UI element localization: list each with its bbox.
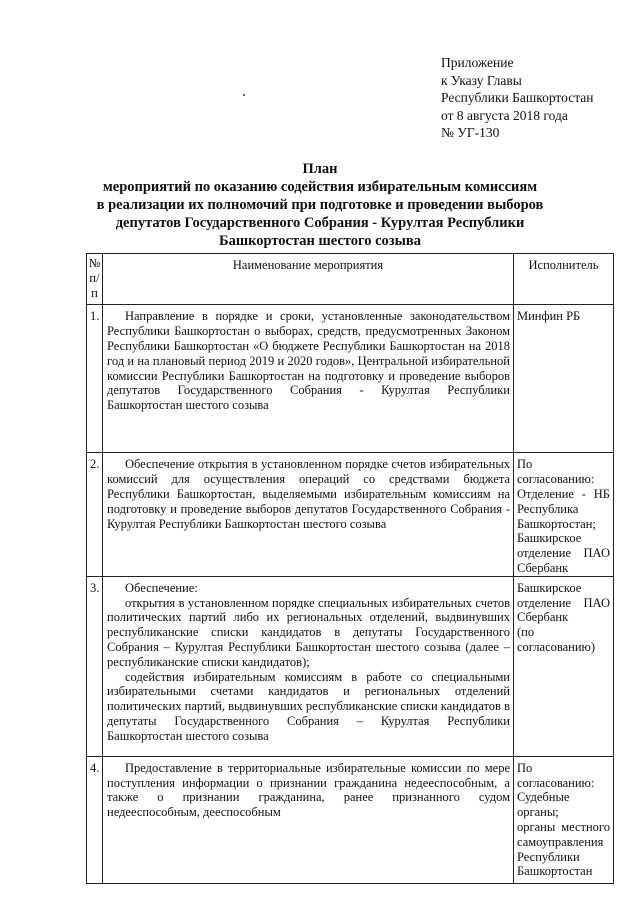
executor-line: самоуправления: [517, 834, 604, 849]
executor-line: Сбербанк: [517, 560, 569, 575]
row-executor: [514, 756, 614, 883]
executor-line: Башкирское: [517, 580, 582, 595]
executor-line: отделение ПАО: [517, 595, 610, 610]
title-heading: План: [302, 161, 338, 177]
appendix-line-5: № УГ-130: [441, 125, 500, 140]
activity-item: содействия избирательным комиссиям в работе со специальными избирательными счетами кандидатов и региональных отделений политических партий, выдвинувших республиканские списки кандидатов в депутаты Государственного Собрания – Курултая Республики Башкортостан шестого созыва: [107, 669, 510, 743]
header-number-line2: п/п: [89, 270, 100, 300]
table-row: [87, 305, 614, 453]
row-activity: [103, 305, 514, 453]
executor-line: По согласованию:: [517, 760, 595, 790]
table-row: [87, 576, 614, 756]
activity-text: Предоставление в территориальные избирательные комиссии по мере поступления информации о признании гражданина недееспособным, а также о признании гражданина, ранее признанного судом недееспособным, дееспособным: [107, 760, 510, 820]
executor-line: органы местного: [517, 819, 610, 834]
header-name: Наименование мероприятия: [103, 254, 514, 305]
executor-line: Башкортостан: [517, 864, 593, 879]
appendix-line-1: Приложение: [441, 55, 514, 70]
header-number-line1: №: [88, 256, 101, 270]
activity-text: Обеспечение открытия в установленном порядке счетов избирательных комиссий для осуществления операций со средствами бюджета Республики Башкортостан, выделяемыми избирательным комиссиям на подготовку и проведение выборов депутатов Государственного Собрания - Курултая Республики Башкортостан шестого созыва: [107, 457, 510, 531]
scan-speck: [243, 94, 245, 96]
executor-line: Башкирское: [517, 531, 582, 546]
executor-line: По согласованию:: [517, 457, 595, 487]
header-executor: Исполнитель: [514, 254, 614, 305]
row-activity: [103, 576, 514, 756]
executor-line: Отделение - НБ: [517, 486, 610, 501]
executor-line: отделение ПАО: [517, 546, 610, 561]
table-row: [87, 453, 614, 576]
executor-line: Сбербанк: [517, 610, 569, 625]
activity-text: Направление в порядке и сроки, установленные законодательством Республики Башкортостан о выборах, средств, предусмотренных Законом Республики Башкортостан «О бюджете Республики Башкортостан на 2018 год и на плановый период 2019 и 2020 годов», Центральной избирательной комиссии Республики Башкортостан на подготовку и проведение выборов депутатов Государственного Собрания - Курултая Республики Башкортостан шестого созыва: [107, 309, 510, 413]
row-executor: [514, 453, 614, 576]
table-row: [87, 756, 614, 883]
row-number: 4.: [87, 756, 103, 883]
plan-table: [86, 253, 614, 884]
title-subtitle-line: Башкортостан шестого созыва: [219, 233, 421, 249]
activity-intro: Обеспечение:: [125, 580, 198, 595]
row-number: 3.: [87, 576, 103, 756]
row-activity: [103, 453, 514, 576]
appendix-block: [441, 54, 594, 142]
document-title: [80, 160, 560, 250]
executor-line: Минфин РБ: [517, 309, 581, 324]
executor-line: (по согласованию): [517, 625, 596, 654]
title-subtitle-line: мероприятий по оказанию содействия избирательным комиссиям: [102, 179, 538, 195]
appendix-line-4: от 8 августа 2018 года: [441, 107, 568, 123]
title-subtitle-line: депутатов Государственного Собрания - Курултая Республики: [115, 215, 525, 231]
activity-item: открытия в установленном порядке специальных избирательных счетов политических партий либо их региональных отделений, выдвинувших республиканские списки кандидатов в депутаты Государственного Собрания – Курултая Республики Башкортостан шестого созыва (далее – республиканские списки кандидатов);: [107, 595, 510, 669]
row-executor: [514, 576, 614, 756]
executor-line: Республика: [517, 501, 579, 516]
appendix-line-3: Республики Башкортостан: [441, 90, 594, 105]
row-number: 1.: [87, 305, 103, 453]
row-executor: [514, 305, 614, 453]
table-header-row: [87, 254, 614, 305]
executor-line: Республики: [517, 849, 580, 864]
executor-line: Башкортостан;: [517, 516, 596, 531]
row-activity: [103, 756, 514, 883]
executor-line: Судебные органы;: [517, 790, 570, 820]
header-number: [87, 254, 103, 305]
row-number: 2.: [87, 453, 103, 576]
title-subtitle-line: в реализации их полномочий при подготовке и проведении выборов: [96, 197, 544, 213]
appendix-line-2: к Указу Главы: [441, 72, 522, 88]
